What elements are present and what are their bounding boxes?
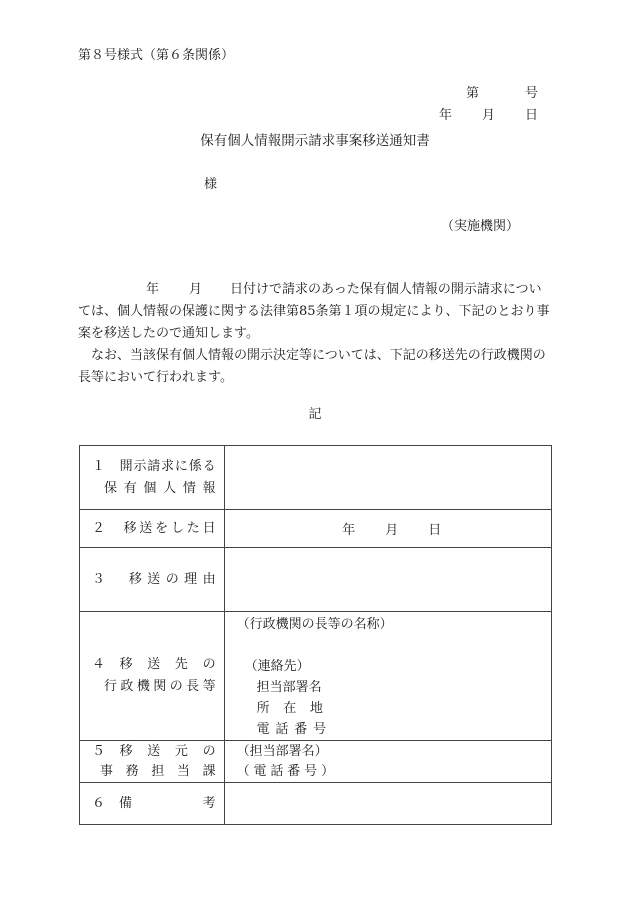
body-paragraph-1-text: 日付けで請求のあった保有個人情報の開示請求については、個人情報の保護に関する法律第85条第１項の規定により、下記のとおり事案を移送したので通知します。 [78, 282, 550, 341]
row2-label: ２ 移送をした日 [92, 520, 216, 536]
destination-agency-field[interactable] [224, 612, 551, 741]
table-row [80, 783, 552, 825]
issuing-agency: （実施機関） [440, 219, 519, 234]
transfer-date-month: 月 [385, 523, 399, 538]
document-number-suffix: 号 [524, 86, 538, 101]
table-row [80, 612, 552, 741]
label-cell [80, 510, 225, 548]
body-paragraph-1 [78, 279, 554, 345]
body-month: 月 [189, 282, 203, 297]
date-month: 月 [481, 108, 495, 123]
source-phone-label: （電話番号） [236, 763, 338, 779]
body-text [78, 279, 554, 389]
label-cell [80, 783, 225, 825]
row5-label-line1: ５ 移 送 元 の [92, 743, 216, 759]
table-row [80, 446, 552, 510]
transfer-reason-field[interactable] [224, 548, 551, 612]
document-title: 保有個人情報開示請求事案移送通知書 [200, 133, 430, 149]
row4-label-line1: ４ 移 送 先 の [92, 657, 216, 672]
row1-label-line1: １ 開示請求に係る [92, 458, 216, 474]
remarks-field[interactable] [224, 783, 551, 825]
destination-dept-label: 担当部署名 [256, 680, 322, 695]
label-cell [80, 446, 225, 510]
label-cell [80, 548, 225, 612]
row1-label-line2: 保有個人情報 [104, 480, 216, 496]
destination-contact-label: （連絡先） [244, 659, 310, 674]
source-office-field[interactable] [224, 741, 551, 783]
body-year: 年 [146, 282, 160, 297]
destination-address-label: 所在地 [256, 701, 337, 716]
table-row [80, 510, 552, 548]
destination-name-label: （行政機関の長等の名称） [236, 617, 393, 632]
document-date [431, 92, 538, 124]
form-number: 第８号様式（第６条関係） [78, 48, 235, 63]
body-paragraph-2-text: なお、当該保有個人情報の開示決定等については、下記の移送先の行政機関の長等において行われます。 [78, 348, 546, 385]
addressee: 様 [204, 177, 218, 192]
transfer-date-year: 年 [342, 523, 356, 538]
transfer-date-field[interactable] [224, 510, 551, 548]
destination-phone-label: 電話番号 [256, 722, 332, 737]
source-dept-label: （担当部署名） [236, 743, 328, 759]
row6-label [80, 793, 224, 815]
row6-label-num: ６ [92, 795, 106, 811]
label-cell [80, 612, 225, 741]
body-paragraph-2 [78, 345, 554, 389]
date-year: 年 [438, 108, 452, 123]
row5-label-line2: 事務担当課 [100, 763, 216, 779]
label-cell [80, 741, 225, 783]
document-number-prefix: 第 [465, 86, 479, 101]
transfer-date-day: 日 [428, 523, 442, 538]
table-row [80, 548, 552, 612]
table-row [80, 741, 552, 783]
transfer-details-table [79, 445, 552, 825]
row3-label: ３ 移送の理由 [92, 571, 216, 587]
row6-label-word1: 備 [119, 795, 133, 811]
personal-info-field[interactable] [224, 446, 551, 510]
row6-label-word2: 考 [202, 795, 216, 811]
destination-name-spacer [225, 635, 551, 656]
row4-label-line2: 行政機関の長等 [104, 679, 216, 694]
ki-heading: 記 [308, 407, 322, 422]
date-day: 日 [524, 108, 538, 123]
